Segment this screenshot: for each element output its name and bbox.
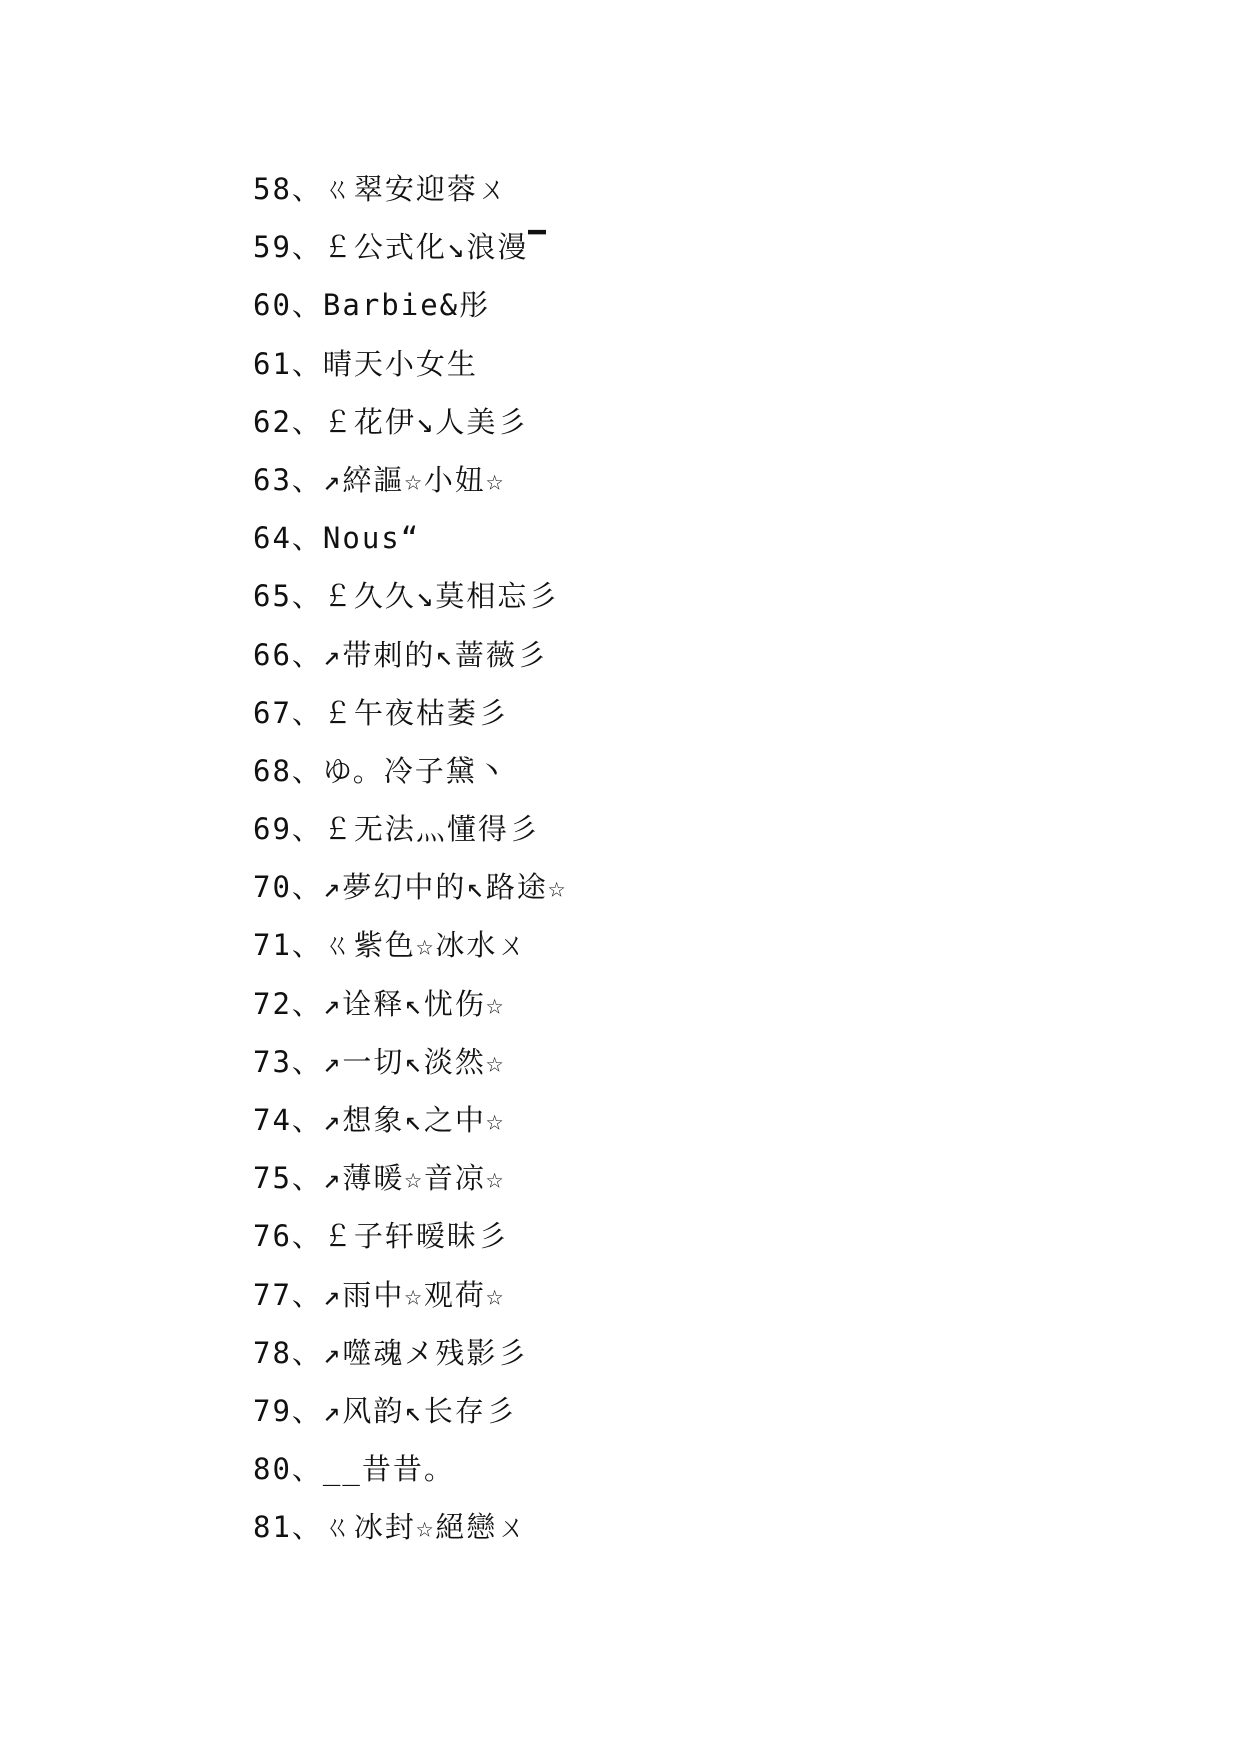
list-item: 78、↗噬魂メ残影彡 — [253, 1335, 529, 1370]
list-item: 68、ゆ。冷子黛丶 — [253, 753, 508, 788]
list-item: 64、Nous“ — [253, 521, 421, 556]
list-item: 63、↗綷謳☆小妞☆ — [253, 462, 506, 497]
list-item: 65、￡久久↘莫相忘彡 — [253, 579, 560, 614]
list-item: 81、ㄍ冰封☆絕戀ㄨ — [253, 1510, 529, 1545]
list-item: 79、↗风韵↖长存彡 — [253, 1393, 517, 1428]
list-item: 75、↗薄暖☆音凉☆ — [253, 1161, 506, 1196]
list-item: 76、￡子轩暧昧彡 — [253, 1219, 509, 1254]
list-item: 61、晴天小女生 — [253, 346, 478, 381]
list-item: 80、__昔昔。 — [253, 1452, 455, 1487]
list-item: 67、￡午夜枯萎彡 — [253, 695, 509, 730]
list-item: 69、￡无法灬懂得彡 — [253, 812, 540, 847]
list-item: 60、Barbie&彤 — [253, 288, 491, 323]
list-item: 73、↗一切↖淡然☆ — [253, 1044, 506, 1079]
list-item: 72、↗诠释↖忧伤☆ — [253, 986, 506, 1021]
list-item: 66、↗带刺的↖蔷薇彡 — [253, 637, 548, 672]
list-item: 59、￡公式化↘浪漫▔ — [253, 230, 548, 265]
list-item: 71、ㄍ紫色☆冰水ㄨ — [253, 928, 529, 963]
list-item: 58、ㄍ翠安迎蓉ㄨ — [253, 172, 509, 206]
name-list — [253, 160, 567, 1557]
list-item: 74、↗想象↖之中☆ — [253, 1103, 506, 1137]
list-item: 62、￡花伊↘人美彡 — [253, 404, 529, 439]
list-item: 77、↗雨中☆观荷☆ — [253, 1277, 506, 1312]
list-item: 70、↗夢幻中的↖路途☆ — [253, 870, 568, 905]
